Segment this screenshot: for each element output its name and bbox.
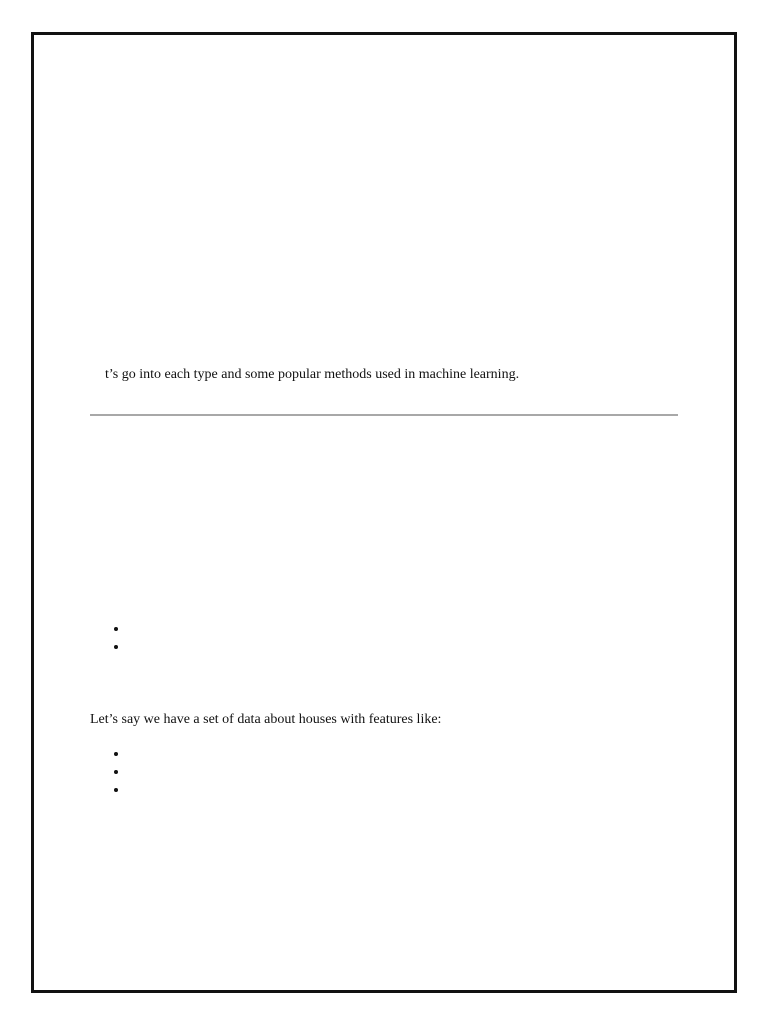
page-border: [31, 32, 737, 993]
bullet-point: [114, 645, 118, 649]
bullet-point: [114, 788, 118, 792]
houses-paragraph: Let’s say we have a set of data about houses with features like:: [90, 712, 442, 727]
horizontal-rule: [90, 414, 678, 416]
bullet-point: [114, 770, 118, 774]
intro-paragraph: t’s go into each type and some popular methods used in machine learning.: [105, 367, 520, 382]
bullet-point: [114, 752, 118, 756]
bullet-point: [114, 627, 118, 631]
